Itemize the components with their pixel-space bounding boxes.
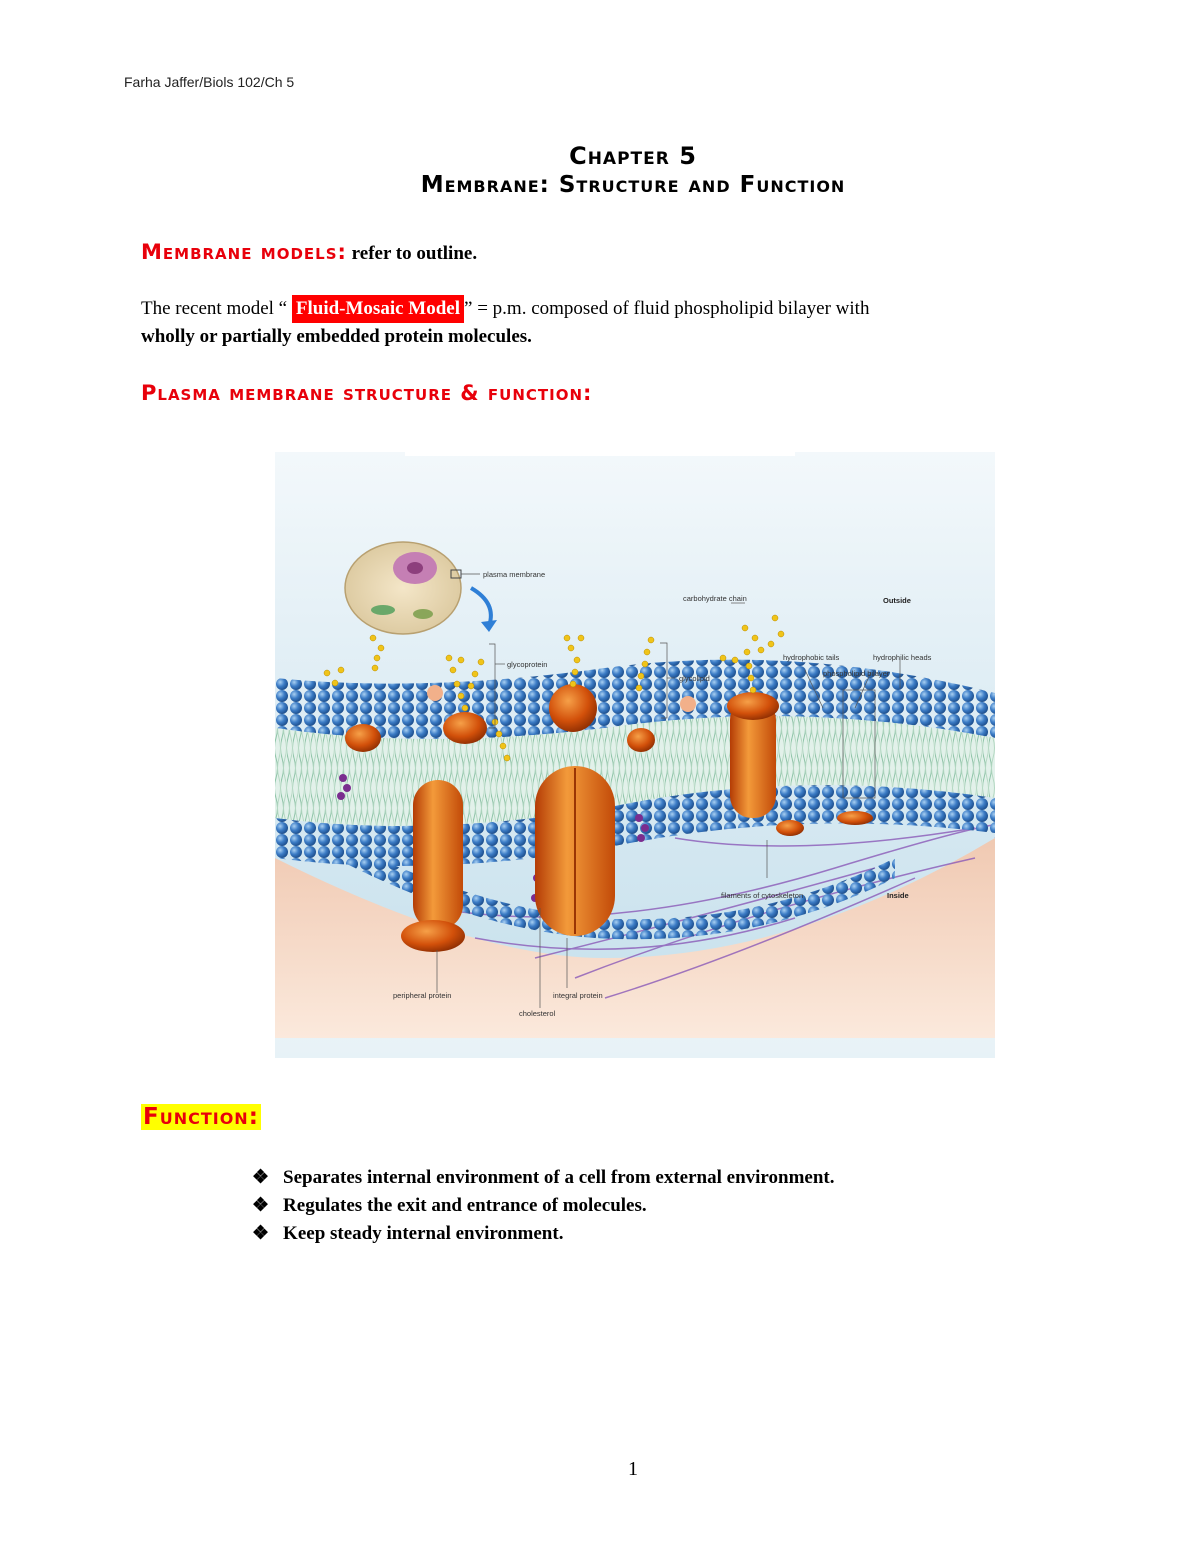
label-hydrophilic-heads: hydrophilic heads <box>873 653 932 662</box>
diamond-star-icon: ❖ <box>252 1195 270 1216</box>
label-filaments: filaments of cytoskeleton <box>721 891 804 900</box>
diamond-star-icon: ❖ <box>252 1223 270 1244</box>
models-line <box>141 238 477 268</box>
chapter-subtitle: Membrane: Structure and Function <box>420 172 846 198</box>
integral-protein-right <box>727 692 779 818</box>
integral-protein-left <box>413 780 463 930</box>
label-plasma-membrane: plasma membrane <box>483 570 546 579</box>
function-heading: Function: <box>143 1104 259 1130</box>
function-list <box>252 1164 834 1248</box>
label-inside: Inside <box>887 891 909 900</box>
diamond-star-icon: ❖ <box>252 1167 270 1188</box>
label-carbohydrate-chain: carbohydrate chain <box>683 594 747 603</box>
label-hydrophobic-tails: hydrophobic tails <box>783 653 840 662</box>
label-integral-protein: integral protein <box>553 991 603 1000</box>
integral-protein-center <box>535 766 615 936</box>
page-number: 1 <box>628 1458 638 1480</box>
recent-model-paragraph <box>141 295 1131 351</box>
header-note: Farha Jaffer/Biols 102/Ch 5 <box>124 74 295 90</box>
models-text: refer to outline. <box>346 243 478 264</box>
fluid-mosaic-highlight: Fluid-Mosaic Model <box>292 295 464 323</box>
label-glycoprotein: glycoprotein <box>507 660 548 669</box>
peripheral-protein <box>401 920 465 952</box>
membrane-diagram <box>275 438 995 1058</box>
list-item: ❖ Keep steady internal environment. <box>252 1220 834 1248</box>
chapter-title: Chapter 5 <box>569 142 697 170</box>
label-phospholipid-bilayer: phospholipid bilayer <box>823 669 890 678</box>
list-item: ❖ Separates internal environment of a cell from external environment. <box>252 1164 834 1192</box>
recent-model-line2: wholly or partially embedded protein molecules. <box>141 326 532 347</box>
recent-model-suffix: ” = p.m. composed of fluid phospholipid bilayer with <box>464 298 870 319</box>
label-peripheral-protein: peripheral protein <box>393 991 452 1000</box>
label-outside: Outside <box>883 596 911 605</box>
models-heading: Membrane models: <box>141 240 347 264</box>
recent-model-prefix: The recent model “ <box>141 298 292 319</box>
label-cholesterol: cholesterol <box>519 1009 556 1018</box>
list-item: ❖ Regulates the exit and entrance of molecules. <box>252 1192 834 1220</box>
label-glycolipid: glycolipid <box>679 674 710 683</box>
plasma-heading: Plasma membrane structure & function: <box>141 381 593 405</box>
